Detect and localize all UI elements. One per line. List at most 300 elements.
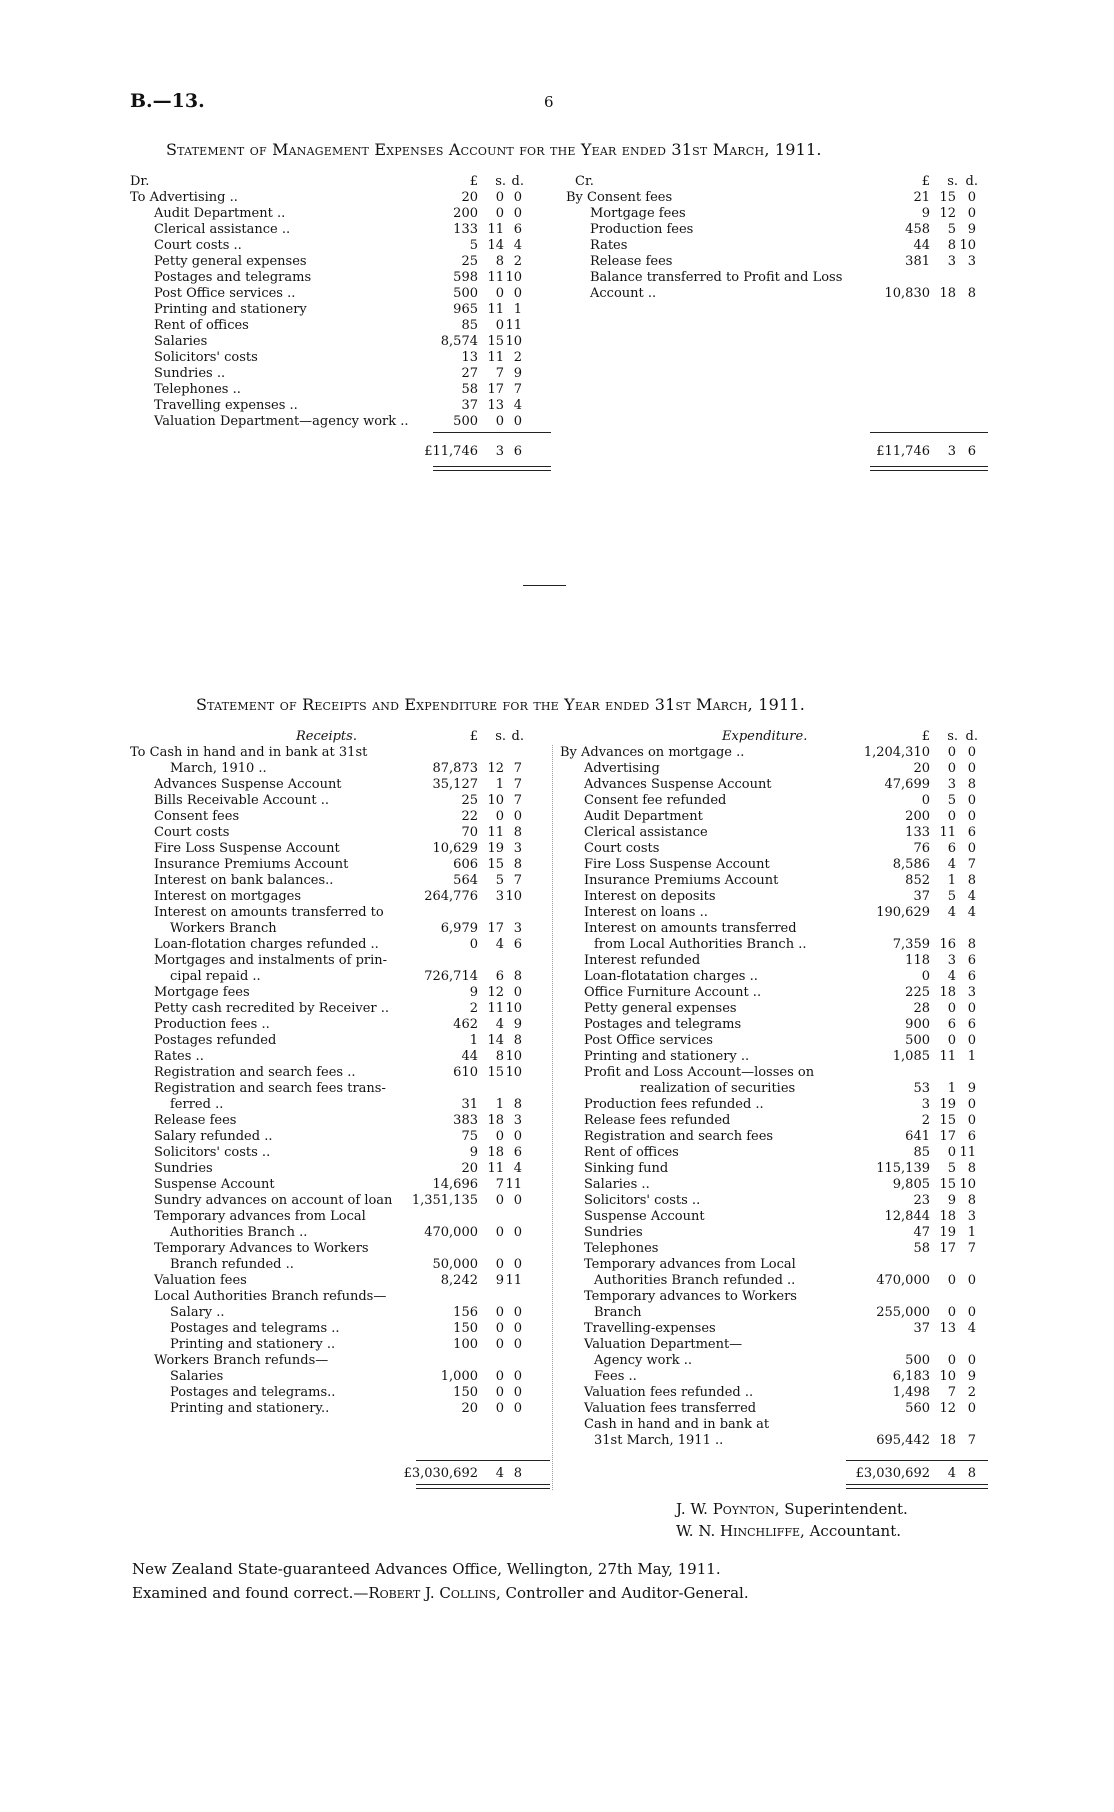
receipt-row (130, 809, 550, 825)
row-label: realization of securities (640, 1081, 796, 1096)
examined-prefix: Examined and found correct.— (132, 1584, 369, 1602)
amount-pounds: 115,139 (876, 1161, 930, 1176)
dr-row (130, 350, 550, 366)
amount-shillings: 14 (487, 1033, 504, 1048)
receipt-row (130, 1401, 550, 1417)
amount-pounds: 37 (461, 398, 478, 413)
amount-pounds: 14,696 (432, 1177, 478, 1192)
receipt-row (130, 1273, 550, 1289)
expenditure-label: Expenditure. (722, 729, 808, 744)
amount-shillings: 15 (487, 857, 504, 872)
amount-pounds: 560 (905, 1401, 930, 1416)
amount-shillings: 3 (947, 777, 956, 792)
receipts-label: Receipts. (296, 729, 357, 744)
amount-shillings: 4 (947, 969, 956, 984)
amount-shillings: 5 (947, 889, 956, 904)
expenditure-row (560, 857, 988, 873)
amount-pounds: 1,204,310 (863, 745, 930, 760)
amount-shillings: 9 (495, 1273, 504, 1288)
amount-pence: 0 (513, 1225, 522, 1240)
total-pounds: £3,030,692 (855, 1466, 930, 1481)
amount-pounds: 1,351,135 (411, 1193, 478, 1208)
expenditure-row (560, 1257, 988, 1273)
amount-pounds: 25 (461, 793, 478, 808)
amount-pence: 0 (513, 1401, 522, 1416)
row-label: Printing and stationery .. (584, 1049, 750, 1064)
total-shillings: 3 (947, 444, 956, 459)
row-label: Loan-flotation charges refunded .. (154, 937, 379, 952)
expenditure-row (560, 1145, 988, 1161)
row-label: Fire Loss Suspense Account (154, 841, 340, 856)
row-label: Consent fee refunded (584, 793, 727, 808)
receipt-row (130, 921, 550, 937)
amount-pence: 7 (513, 793, 522, 808)
accountant-signature (676, 1522, 901, 1540)
row-label: Balance transferred to Profit and Loss (590, 270, 843, 285)
amount-pence: 6 (967, 969, 976, 984)
row-label: Consent fees (154, 809, 240, 824)
amount-shillings: 17 (487, 382, 504, 397)
expenditure-row (560, 1081, 988, 1097)
amount-shillings: 11 (487, 825, 504, 840)
row-label: Advertising (584, 761, 660, 776)
row-label: Workers Branch (170, 921, 277, 936)
amount-shillings: 8 (947, 238, 956, 253)
amount-shillings: 11 (487, 270, 504, 285)
amount-pence: 4 (513, 1161, 522, 1176)
amount-shillings: 5 (947, 222, 956, 237)
auditor-title: Controller and Auditor-General. (505, 1584, 749, 1602)
amount-shillings: 0 (495, 414, 504, 429)
amount-shillings: 5 (495, 873, 504, 888)
amount-shillings: 15 (487, 334, 504, 349)
amount-pounds: 900 (905, 1017, 930, 1032)
amount-pence: 7 (513, 777, 522, 792)
amount-pence: 10 (505, 334, 522, 349)
amount-pence: 8 (513, 1097, 522, 1112)
superintendent-name: J. W. Poynton, (676, 1500, 780, 1518)
amount-pence: 0 (967, 1033, 976, 1048)
amount-pence: 7 (967, 1241, 976, 1256)
amount-pounds: 8,242 (440, 1273, 478, 1288)
amount-pence: 6 (967, 1017, 976, 1032)
amount-pence: 2 (967, 1385, 976, 1400)
row-label: Authorities Branch refunded .. (594, 1273, 796, 1288)
row-label: Account .. (590, 286, 657, 301)
pence-header: d. (965, 174, 978, 189)
row-label: Sundry advances on account of loan (154, 1193, 393, 1208)
amount-shillings: 15 (487, 1065, 504, 1080)
amount-pounds: 965 (453, 302, 478, 317)
receipt-row (130, 1305, 550, 1321)
row-label: Temporary Advances to Workers (154, 1241, 369, 1256)
amount-shillings: 11 (487, 222, 504, 237)
amount-shillings: 0 (495, 1129, 504, 1144)
expenditure-row (560, 1209, 988, 1225)
receipts-statement-title (196, 695, 805, 714)
row-label: Audit Department .. (154, 206, 286, 221)
amount-pounds: 470,000 (424, 1225, 478, 1240)
expenditure-row (560, 937, 988, 953)
amount-pence: 3 (513, 921, 522, 936)
amount-pounds: 458 (905, 222, 930, 237)
amount-pence: 0 (967, 1401, 976, 1416)
expenditure-money-header (560, 729, 988, 745)
amount-pence: 6 (967, 953, 976, 968)
amount-pence: 0 (967, 1113, 976, 1128)
row-label: Petty cash recredited by Receiver .. (154, 1001, 389, 1016)
amount-shillings: 12 (487, 761, 504, 776)
row-label: Sundries (154, 1161, 213, 1176)
receipt-row (130, 889, 550, 905)
amount-pence: 0 (967, 206, 976, 221)
receipt-row (130, 1177, 550, 1193)
row-label: Postages refunded (154, 1033, 277, 1048)
row-label: Release fees (154, 1113, 237, 1128)
amount-pounds: 58 (461, 382, 478, 397)
row-label: Valuation fees refunded .. (584, 1385, 754, 1400)
total-shillings: 3 (495, 444, 504, 459)
amount-shillings: 12 (939, 1401, 956, 1416)
total-shillings: 4 (495, 1466, 504, 1481)
amount-shillings: 4 (947, 905, 956, 920)
amount-pounds: 1 (469, 1033, 478, 1048)
expenditure-row (560, 1017, 988, 1033)
receipt-row (130, 841, 550, 857)
amount-pounds: 255,000 (876, 1305, 930, 1320)
amount-shillings: 15 (939, 1177, 956, 1192)
row-label: cipal repaid .. (170, 969, 261, 984)
amount-pounds: 852 (905, 873, 930, 888)
amount-shillings: 18 (487, 1113, 504, 1128)
expenditure-row (560, 1033, 988, 1049)
amount-pence: 7 (513, 761, 522, 776)
amount-shillings: 7 (495, 1177, 504, 1192)
amount-pounds: 2 (469, 1001, 478, 1016)
amount-pence: 10 (959, 238, 976, 253)
amount-pounds: 53 (913, 1081, 930, 1096)
row-label: Interest on deposits (584, 889, 716, 904)
row-label: Court costs (584, 841, 660, 856)
amount-pounds: 641 (905, 1129, 930, 1144)
amount-pence: 0 (513, 190, 522, 205)
receipt-row (130, 1193, 550, 1209)
receipt-row (130, 1049, 550, 1065)
amount-shillings: 11 (487, 1001, 504, 1016)
amount-pence: 4 (513, 398, 522, 413)
expenditure-row (560, 825, 988, 841)
amount-shillings: 0 (947, 761, 956, 776)
receipt-row (130, 1353, 550, 1369)
row-label: Printing and stationery.. (170, 1401, 330, 1416)
amount-shillings: 0 (495, 1257, 504, 1272)
amount-pounds: 3 (921, 1097, 930, 1112)
amount-pounds: 462 (453, 1017, 478, 1032)
row-label: Salaries (154, 334, 208, 349)
dr-row (130, 190, 550, 206)
amount-pounds: 381 (905, 254, 930, 269)
row-label: Local Authorities Branch refunds— (154, 1289, 387, 1304)
amount-pence: 4 (967, 1321, 976, 1336)
amount-shillings: 10 (939, 1369, 956, 1384)
row-label: Rent of offices (584, 1145, 679, 1160)
amount-pounds: 9,805 (892, 1177, 930, 1192)
row-label: Clerical assistance .. (154, 222, 291, 237)
amount-pence: 0 (967, 1353, 976, 1368)
shillings-header: s. (495, 174, 506, 189)
row-label: Interest on amounts transferred to (154, 905, 384, 920)
expenditure-row (560, 985, 988, 1001)
cr-row (566, 254, 988, 270)
dr-total-rule (433, 432, 551, 433)
total-pence: 6 (967, 444, 976, 459)
row-label: Bills Receivable Account .. (154, 793, 329, 808)
amount-shillings: 10 (487, 793, 504, 808)
row-label: To Advertising .. (130, 190, 238, 205)
dr-row (130, 382, 550, 398)
amount-pounds: 9 (921, 206, 930, 221)
expenditure-row (560, 1289, 988, 1305)
amount-pence: 10 (959, 1177, 976, 1192)
amount-shillings: 0 (495, 286, 504, 301)
row-label: Suspense Account (154, 1177, 275, 1192)
amount-shillings: 6 (947, 1017, 956, 1032)
shillings-header: s. (947, 174, 958, 189)
receipt-row (130, 1017, 550, 1033)
cr-total-double-rule (870, 466, 988, 471)
amount-pounds: 5 (469, 238, 478, 253)
expenditure-row (560, 1161, 988, 1177)
receipt-row (130, 1257, 550, 1273)
total-pence: 8 (967, 1466, 976, 1481)
row-label: Office Furniture Account .. (584, 985, 762, 1000)
amount-pounds: 21 (913, 190, 930, 205)
amount-pounds: 20 (913, 761, 930, 776)
amount-pounds: 20 (461, 1161, 478, 1176)
receipt-row (130, 1337, 550, 1353)
amount-pounds: 8,586 (892, 857, 930, 872)
amount-pounds: 44 (913, 238, 930, 253)
amount-pence: 7 (967, 1433, 976, 1448)
amount-shillings: 17 (487, 921, 504, 936)
amount-pounds: 500 (453, 286, 478, 301)
amount-pence: 11 (959, 1145, 976, 1160)
amount-shillings: 11 (939, 1049, 956, 1064)
row-label: Valuation fees transferred (584, 1401, 757, 1416)
expenditure-row (560, 1321, 988, 1337)
amount-pence: 6 (513, 1145, 522, 1160)
row-label: Solicitors' costs .. (584, 1193, 701, 1208)
amount-shillings: 6 (495, 969, 504, 984)
amount-pence: 0 (967, 1001, 976, 1016)
receipt-row (130, 905, 550, 921)
cr-money-header (566, 174, 988, 190)
row-label: Loan-flotatation charges .. (584, 969, 758, 984)
dr-money-header (130, 174, 550, 190)
row-label: Solicitors' costs (154, 350, 258, 365)
amount-pounds: 85 (461, 318, 478, 333)
accountant-name: W. N. Hinchliffe, (676, 1522, 805, 1540)
total-pence: 6 (513, 444, 522, 459)
row-label: By Consent fees (566, 190, 673, 205)
row-label: Court costs .. (154, 238, 242, 253)
amount-pence: 0 (513, 1385, 522, 1400)
amount-pounds: 118 (905, 953, 930, 968)
amount-shillings: 0 (495, 190, 504, 205)
amount-shillings: 0 (495, 1369, 504, 1384)
row-label: Temporary advances to Workers (584, 1289, 797, 1304)
amount-pounds: 150 (453, 1385, 478, 1400)
row-label: Valuation fees (154, 1273, 247, 1288)
receipt-row (130, 985, 550, 1001)
amount-shillings: 9 (947, 1193, 956, 1208)
dr-row (130, 302, 550, 318)
amount-shillings: 15 (939, 190, 956, 205)
receipt-row (130, 1225, 550, 1241)
receipt-row (130, 1081, 550, 1097)
amount-pounds: 133 (453, 222, 478, 237)
amount-pounds: 35,127 (432, 777, 478, 792)
amount-pounds: 70 (461, 825, 478, 840)
amount-pence: 6 (513, 222, 522, 237)
pounds-header: £ (469, 729, 478, 744)
total-pounds: £3,030,692 (403, 1466, 478, 1481)
row-label: Insurance Premiums Account (584, 873, 779, 888)
amount-pence: 0 (513, 1337, 522, 1352)
amount-pounds: 12,844 (884, 1209, 930, 1224)
row-label: Branch refunded .. (170, 1257, 294, 1272)
amount-pounds: 200 (905, 809, 930, 824)
management-statement-title (166, 140, 822, 159)
row-label: Fees .. (594, 1369, 637, 1384)
amount-shillings: 0 (495, 809, 504, 824)
expenditure-row (560, 1001, 988, 1017)
row-label: Production fees .. (154, 1017, 270, 1032)
receipt-row (130, 1161, 550, 1177)
expenditure-row (560, 1113, 988, 1129)
dr-label: Dr. (130, 174, 150, 189)
receipts-total-double-rule (416, 1484, 550, 1489)
amount-shillings: 0 (947, 1033, 956, 1048)
document-code: B.—13. (130, 90, 205, 112)
amount-shillings: 0 (495, 318, 504, 333)
amount-pence: 9 (513, 1017, 522, 1032)
amount-pounds: 76 (913, 841, 930, 856)
amount-pence: 10 (505, 1065, 522, 1080)
amount-pounds: 100 (453, 1337, 478, 1352)
amount-pounds: 156 (453, 1305, 478, 1320)
amount-shillings: 0 (495, 1193, 504, 1208)
amount-shillings: 4 (947, 857, 956, 872)
row-label: Sundries (584, 1225, 643, 1240)
row-label: Telephones (584, 1241, 659, 1256)
amount-shillings: 0 (947, 1273, 956, 1288)
amount-pounds: 133 (905, 825, 930, 840)
expenditure-row (560, 1097, 988, 1113)
dr-row (130, 206, 550, 222)
row-label: Interest on loans .. (584, 905, 708, 920)
amount-shillings: 0 (947, 1145, 956, 1160)
amount-pence: 0 (967, 793, 976, 808)
row-label: Rates (590, 238, 628, 253)
amount-pounds: 6,183 (892, 1369, 930, 1384)
amount-shillings: 11 (939, 825, 956, 840)
amount-pounds: 6,979 (440, 921, 478, 936)
superintendent-title: Superintendent. (784, 1500, 908, 1518)
amount-pence: 9 (967, 222, 976, 237)
receipt-row (130, 1289, 550, 1305)
row-label: Registration and search fees .. (154, 1065, 356, 1080)
expenditure-row (560, 969, 988, 985)
row-label: To Cash in hand and in bank at 31st (130, 745, 368, 760)
amount-shillings: 11 (487, 1161, 504, 1176)
cr-row (566, 206, 988, 222)
amount-pounds: 28 (913, 1001, 930, 1016)
amount-pounds: 564 (453, 873, 478, 888)
dr-row (130, 414, 550, 430)
management-statement-title-text: Statement of Management Expenses Account for the Year ended 31st March, 1911. (166, 140, 822, 159)
amount-pence: 8 (513, 1033, 522, 1048)
amount-pence: 10 (505, 1001, 522, 1016)
amount-pounds: 27 (461, 366, 478, 381)
cr-row (566, 286, 988, 302)
receipt-row (130, 761, 550, 777)
dr-row (130, 254, 550, 270)
amount-shillings: 4 (495, 1017, 504, 1032)
row-label: Printing and stationery (154, 302, 307, 317)
amount-pence: 9 (513, 366, 522, 381)
amount-pence: 0 (513, 414, 522, 429)
row-label: Rent of offices (154, 318, 249, 333)
dr-row (130, 286, 550, 302)
amount-shillings: 17 (939, 1241, 956, 1256)
amount-pounds: 58 (913, 1241, 930, 1256)
amount-pence: 0 (513, 1369, 522, 1384)
amount-pounds: 1,000 (440, 1369, 478, 1384)
amount-pounds: 0 (921, 969, 930, 984)
expenditure-row (560, 1305, 988, 1321)
row-label: Fire Loss Suspense Account (584, 857, 770, 872)
amount-shillings: 11 (487, 350, 504, 365)
row-label: Valuation Department— (584, 1337, 743, 1352)
amount-pence: 0 (513, 1193, 522, 1208)
amount-pounds: 20 (461, 190, 478, 205)
page-number: 6 (544, 93, 554, 111)
receipt-row (130, 1369, 550, 1385)
amount-pence: 10 (505, 889, 522, 904)
row-label: Sundries .. (154, 366, 226, 381)
expenditure-row (560, 1241, 988, 1257)
amount-pence: 3 (967, 985, 976, 1000)
row-label: Interest on mortgages (154, 889, 302, 904)
amount-pence: 7 (967, 857, 976, 872)
amount-pounds: 383 (453, 1113, 478, 1128)
shillings-header: s. (495, 729, 506, 744)
amount-pence: 4 (967, 889, 976, 904)
amount-shillings: 12 (939, 206, 956, 221)
amount-pounds: 0 (921, 793, 930, 808)
row-label: Agency work .. (594, 1353, 692, 1368)
row-label: Telephones .. (154, 382, 241, 397)
expenditure-row (560, 1401, 988, 1417)
amount-shillings: 1 (947, 1081, 956, 1096)
amount-pounds: 150 (453, 1321, 478, 1336)
amount-pounds: 610 (453, 1065, 478, 1080)
amount-pounds: 85 (913, 1145, 930, 1160)
amount-pence: 4 (967, 905, 976, 920)
amount-pounds: 37 (913, 1321, 930, 1336)
amount-pence: 9 (967, 1081, 976, 1096)
